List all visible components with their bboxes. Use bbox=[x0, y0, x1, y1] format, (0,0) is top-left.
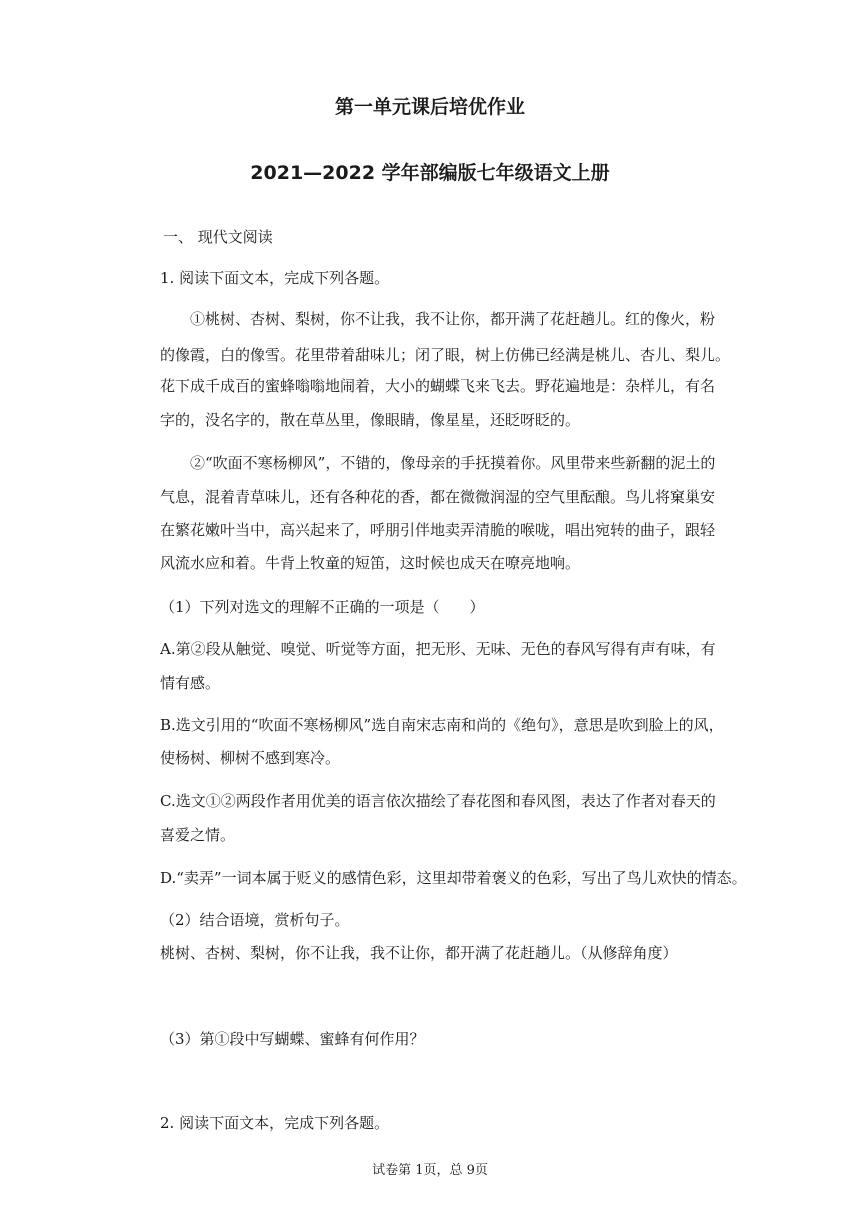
question-1-intro: 1. 阅读下面文本，完成下列各题。 bbox=[160, 269, 390, 287]
section-heading: 一、 现代文阅读 bbox=[163, 228, 273, 246]
passage-paragraph-2-line: 气息，混着青草味儿，还有各种花的香，都在微微润湿的空气里酝酿。鸟儿将窠巢安 bbox=[160, 488, 716, 506]
option-d: D.“卖弄”一词本属于贬义的感情色彩，这里却带着褒义的色彩，写出了鸟儿欢快的情态。 bbox=[160, 869, 747, 887]
page-title: 第一单元课后培优作业 bbox=[334, 96, 525, 118]
sub-question-3: （3）第①段中写蝴蝶、蜜蜂有何作用？ bbox=[160, 1030, 425, 1048]
passage-paragraph-1-line: 花下成千成百的蜜蜂嗡嗡地闹着，大小的蝴蝶飞来飞去。野花遍地是：杂样儿，有名 bbox=[160, 377, 716, 395]
passage-paragraph-2-line: 在繁花嫩叶当中，高兴起来了，呼朋引伴地卖弄清脆的喉咙，唱出宛转的曲子，跟轻 bbox=[160, 521, 716, 539]
option-c-cont: 喜爱之情。 bbox=[160, 826, 236, 844]
question-2-intro: 2. 阅读下面文本，完成下列各题。 bbox=[160, 1114, 390, 1132]
passage-paragraph-1-line: 的像霞，白的像雪。花里带着甜味儿；闭了眼，树上仿佛已经满是桃儿、杏儿、梨儿。 bbox=[160, 346, 731, 364]
option-b: B.选文引用的“吹面不寒杨柳风”选自南宋志南和尚的《绝句》，意思是吹到脸上的风， bbox=[160, 716, 724, 734]
passage-paragraph-2-line: 风流水应和着。牛背上牧童的短笛，这时候也成天在嘹亮地响。 bbox=[160, 554, 581, 572]
sub-question-2-sentence: 桃树、杏树、梨树，你不让我，我不让你，都开满了花赶趟儿。（从修辞角度） bbox=[160, 944, 678, 962]
option-c: C.选文①②两段作者用优美的语言依次描绘了春花图和春风图，表达了作者对春天的 bbox=[160, 792, 716, 810]
page-footer: 试卷第 1页，总 9页 bbox=[372, 1163, 488, 1178]
sub-question-2: （2）结合语境，赏析句子。 bbox=[160, 911, 350, 929]
option-a: A.第②段从触觉、嗅觉、听觉等方面，把无形、无味、无色的春风写得有声有味，有 bbox=[160, 640, 716, 658]
passage-paragraph-1-line: 字的，没名字的，散在草丛里，像眼睛，像星星，还眨呀眨的。 bbox=[160, 411, 581, 429]
option-b-cont: 使杨树、柳树不感到寒冷。 bbox=[160, 749, 341, 767]
page-subtitle: 2021—2022 学年部编版七年级语文上册 bbox=[250, 162, 610, 184]
passage-paragraph-1-line: ①桃树、杏树、梨树，你不让我，我不让你，都开满了花赶趟儿。红的像火，粉 bbox=[190, 310, 716, 328]
option-a-cont: 情有感。 bbox=[160, 674, 221, 692]
sub-question-1: （1）下列对选文的理解不正确的一项是（ ） bbox=[160, 598, 485, 616]
passage-paragraph-2-line: ②“吹面不寒杨柳风”，不错的，像母亲的手抚摸着你。风里带来些新翻的泥土的 bbox=[190, 454, 716, 472]
